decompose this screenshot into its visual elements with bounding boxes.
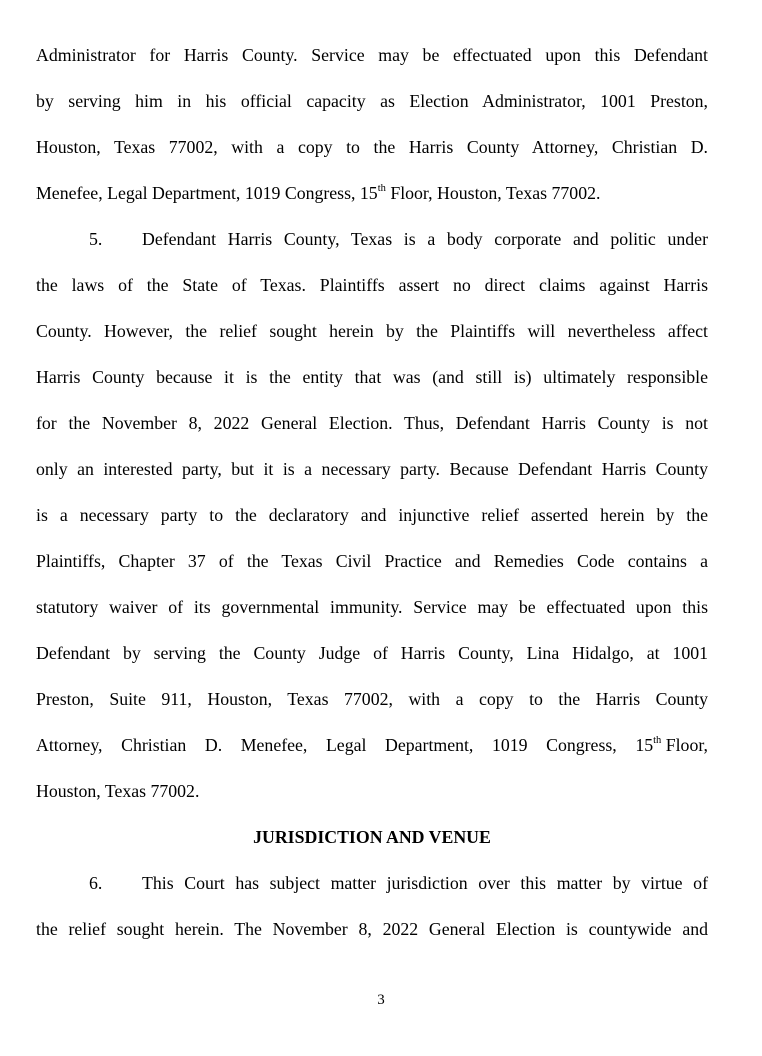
text-run: Menefee, Legal Department, 1019 Congress, 15 <box>36 183 378 203</box>
page-number: 3 <box>377 992 385 1008</box>
paragraph-number: 6. <box>89 873 103 893</box>
paragraph-line <box>36 733 708 757</box>
paragraph-6-first-line <box>36 871 708 895</box>
paragraph-line: Defendant by serving the County Judge of Harris County, Lina Hidalgo, at 1001 <box>36 643 708 663</box>
paragraph-line: statutory waiver of its governmental immunity. Service may be effectuated upon this <box>36 597 708 617</box>
paragraph-line: County. However, the relief sought herein by the Plaintiffs will nevertheless affect <box>36 321 708 341</box>
superscript: th <box>653 735 662 747</box>
superscript: th <box>377 183 386 195</box>
paragraph-line: for the November 8, 2022 General Election. Thus, Defendant Harris County is not <box>36 413 708 433</box>
paragraph-line: the laws of the State of Texas. Plaintiffs assert no direct claims against Harris <box>36 275 708 295</box>
paragraph-line: Houston, Texas 77002. <box>36 781 200 801</box>
paragraph-line: Administrator for Harris County. Service may be effectuated upon this Defendant <box>36 45 708 65</box>
paragraph-line: Harris County because it is the entity that was (and still is) ultimately responsible <box>36 367 708 387</box>
text-run: Attorney, Christian D. Menefee, Legal Department, 1019 Congress, 15 <box>36 735 654 755</box>
paragraph-line: is a necessary party to the declaratory and injunctive relief asserted herein by the <box>36 505 708 525</box>
paragraph-5-first-line <box>36 227 708 251</box>
paragraph-line: by serving him in his official capacity as Election Administrator, 1001 Preston, <box>36 91 708 111</box>
paragraph-line: Houston, Texas 77002, with a copy to the Harris County Attorney, Christian D. <box>36 137 708 157</box>
paragraph-line: only an interested party, but it is a necessary party. Because Defendant Harris County <box>36 459 708 479</box>
paragraph-line: the relief sought herein. The November 8, 2022 General Election is countywide and <box>36 919 708 939</box>
paragraph-line <box>36 181 600 205</box>
paragraph-text: This Court has subject matter jurisdiction over this matter by virtue of <box>142 873 708 893</box>
text-run: Floor, <box>661 735 708 755</box>
paragraph-text: Defendant Harris County, Texas is a body corporate and politic under <box>142 229 708 249</box>
text-run: Floor, Houston, Texas 77002. <box>385 183 601 203</box>
paragraph-line: Preston, Suite 911, Houston, Texas 77002, with a copy to the Harris County <box>36 689 708 709</box>
paragraph-line: Plaintiffs, Chapter 37 of the Texas Civil Practice and Remedies Code contains a <box>36 551 708 571</box>
paragraph-number: 5. <box>89 229 103 249</box>
section-heading: JURISDICTION AND VENUE <box>253 827 491 847</box>
